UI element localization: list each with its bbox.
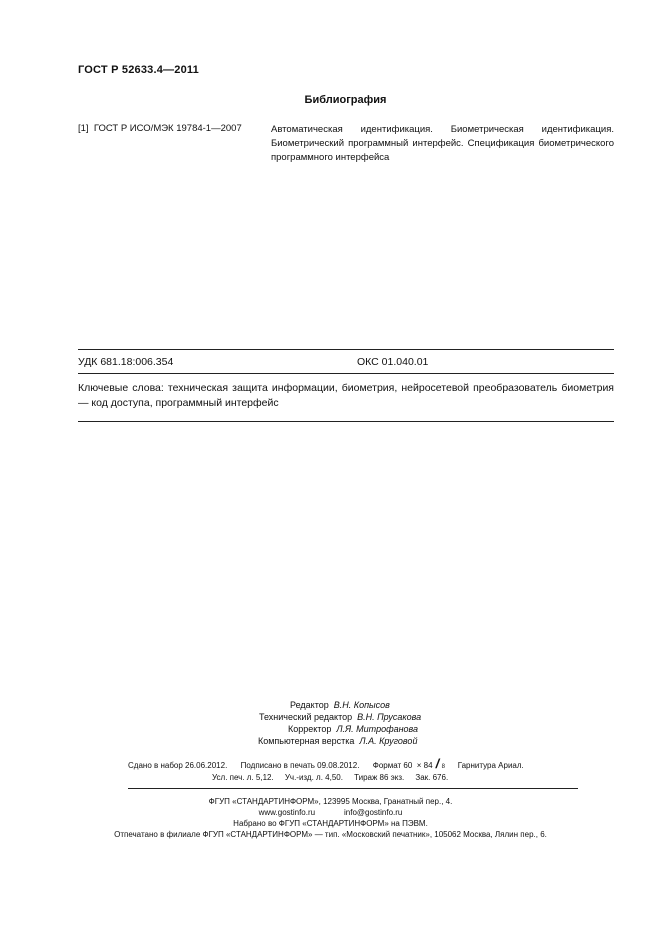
imprint-line-2 — [212, 773, 448, 782]
proofreader-line — [288, 724, 418, 734]
publisher-email[interactable]: info@gostinfo.ru — [344, 808, 403, 817]
editor-name: В.Н. Копысов — [333, 700, 390, 710]
divider-top — [78, 349, 614, 350]
publisher-website[interactable]: www.gostinfo.ru — [258, 808, 316, 817]
proofreader-label: Корректор — [288, 724, 332, 734]
signed-date: Подписано в печать 09.08.2012. — [240, 761, 360, 770]
typeface: Гарнитура Ариал. — [457, 761, 524, 770]
proofreader-name: Л.Я. Митрофанова — [336, 724, 419, 734]
standard-number: ГОСТ Р 52633.4—2011 — [78, 64, 199, 76]
bibliography-item-standard: ГОСТ Р ИСО/МЭК 19784-1—2007 — [93, 123, 242, 134]
tech-editor-line — [259, 712, 421, 722]
format-value: 84 — [423, 761, 433, 770]
format-times: × — [416, 761, 422, 770]
editor-line — [290, 700, 390, 710]
publisher-contacts — [0, 808, 661, 817]
divider-bottom — [78, 421, 614, 422]
oks-code: ОКС 01.040.01 — [357, 356, 429, 368]
imprint-line-1 — [128, 756, 524, 771]
publishing-sheets: Уч.-изд. л. 4,50. — [284, 773, 343, 782]
bibliography-item-reference — [78, 123, 242, 134]
layout-name: Л.А. Круговой — [359, 736, 418, 746]
format-label: Формат 60 — [372, 761, 413, 770]
bibliography-item-description: Автоматическая идентификация. Биометрическая идентификация. Биометрический программный интерфейс. Спецификация биометрического программного интерфейса — [271, 124, 614, 163]
udk-code: УДК 681.18:006.354 — [78, 356, 174, 368]
circulation: Тираж 86 экз. — [354, 773, 405, 782]
format-fraction: / 8 — [435, 756, 445, 771]
submitted-date: Сдано в набор 26.06.2012. — [128, 761, 228, 770]
print-house-note: Отпечатано в филиале ФГУП «СТАНДАРТИНФОРМ» — тип. «Московский печатник», 105062 Москва, Лялин пер., 6. — [114, 830, 547, 839]
divider-middle — [78, 373, 614, 374]
format-denominator: 8 — [441, 764, 445, 770]
print-sheets: Усл. печ. л. 5,12. — [212, 773, 274, 782]
order-number: Зак. 676. — [415, 773, 449, 782]
layout-line — [258, 736, 417, 746]
imprint-divider — [128, 788, 578, 789]
editor-label: Редактор — [290, 700, 329, 710]
publisher-address: ФГУП «СТАНДАРТИНФОРМ», 123995 Москва, Гранатный пер., 4. — [208, 797, 453, 806]
bibliography-title — [0, 94, 661, 106]
bibliography-item-number: [1] — [78, 123, 89, 134]
keywords: Ключевые слова: техническая защита информации, биометрия, нейросетевой преобразователь биометрия — код доступа, программный интерфейс — [78, 382, 614, 409]
typeset-note: Набрано во ФГУП «СТАНДАРТИНФОРМ» на ПЭВМ. — [233, 819, 428, 828]
tech-editor-label: Технический редактор — [259, 712, 353, 722]
bibliography-title-text: Библиография — [304, 94, 387, 106]
tech-editor-name: В.Н. Прусакова — [357, 712, 422, 722]
layout-label: Компьютерная верстка — [258, 736, 355, 746]
